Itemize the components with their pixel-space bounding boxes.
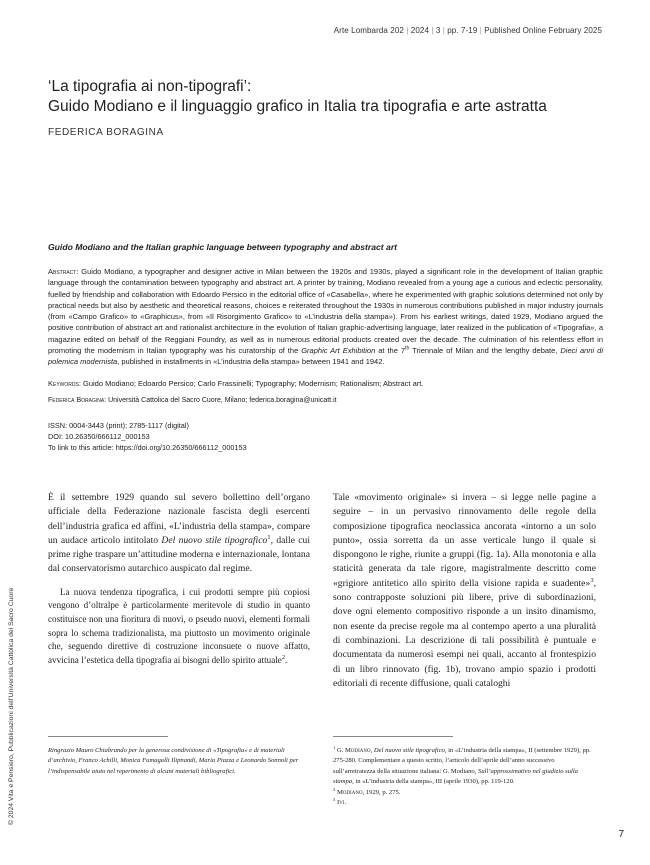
quote-text: La nuova tendenza tipografica, i cui prodotti sempre più copiosi vengono d’oltralpe è particolarmente meritevole di studio in quanto costituisce non una fioritura di nuovi, o pseudo nuovi, elementi formali sopra lo schema tradizionalista, ma piuttosto un movimento originale che, seguendo direttive di costruzione inconsuete o nuove affatto, avvicina l’estetica della tipografia ai bisogni dello spirito attuale — [48, 586, 310, 665]
footnote-divider-left — [48, 736, 168, 737]
footnote-number: 1 — [333, 744, 336, 750]
issn: ISSN: 0004-3443 (print); 2785-1117 (digital) — [48, 421, 189, 430]
footnote-ref: 1 — [267, 533, 271, 541]
body-column-left — [48, 491, 310, 667]
abstract-text: Triennale of Milan and the lengthy debate, — [409, 346, 561, 356]
body-paragraph — [333, 491, 596, 691]
article-link[interactable]: To link to this article: https://doi.org/10.26350/666112_000153 — [48, 443, 247, 452]
page-range: pp. 7-19 — [447, 26, 478, 35]
footnote-number: 2 — [333, 786, 336, 792]
body-text: , sono contrapposte soluzioni più libere, prive di subordinazioni, dove ogni elemento compositivo risponde a un insito dinamismo, non esente da precise regole ma al contempo aperto a una pluralità di combinazioni. La descrizione di tali possibilità è puntuale e documentata da numerosi esempi nei quali, accanto al frontespizio di un libro rinnovato (fig. 1b), trovano ampio spazio i prodotti editoriali di recente diffusione, quali cataloghi — [333, 577, 596, 689]
keywords-label: Keywords: — [48, 379, 81, 388]
abstract-label: Abstract: — [48, 267, 79, 276]
footnote-divider-right — [333, 736, 453, 737]
body-emphasis: Del nuovo stile tipografico — [161, 534, 268, 546]
page-number: 7 — [618, 829, 624, 840]
author-name: FEDERICA BORAGINA — [48, 127, 164, 138]
acknowledgement-note: Ringrazio Mauro Chiabrando per la generosa condivisione di «Tipografia» e di materiali d’archivio, Franco Achilli, Monica Fumagalli Ilipnandi, Maria Piazza e Leonardo Sonnoli per l’indispensabile aiuto nel reperimento di alcuni materiali bibliografici. — [48, 747, 299, 775]
footnote-text: 1929, p. 275. — [364, 788, 401, 796]
title-line-1: ‘La tipografia ai non-tipografi’: — [48, 78, 252, 95]
footnote-number: 3 — [333, 796, 336, 802]
body-text: Tale «movimento originale» si invera – si legge nelle pagine a seguire – in un pervasivo rinnovamento delle regole della composizione tipografica neoclassica ancorata «intorno a un solo punto», ossia sorretta da un asse verticale lungo il quale si dispongono le righe, riunite a gruppi (fig. 1a). Alla monotonia e alla staticità generata da tale rigore, magistralmente descritto come «grigiore antitetico allo spirito della visione rapida e suadente» — [333, 492, 596, 589]
footnote-title: Sull’approssimativo nel giudizio sulla stampa — [333, 767, 578, 786]
issue: 3 — [435, 26, 441, 35]
journal-name: Arte Lombarda 202 — [333, 26, 404, 35]
block-quote — [48, 586, 310, 668]
quote-text: . — [285, 654, 288, 665]
footnote-title: Del nuovo stile tipografico — [373, 747, 445, 754]
footnote-text: Ivi. — [336, 799, 347, 807]
side-copyright: © 2024 Vita e Pensiero, Pubblicazioni dell’Università Cattolica del Sacro Cuore — [8, 587, 15, 825]
year: 2024 — [410, 26, 429, 35]
abstract-emphasis: Dieci anni di polemica modernista — [48, 346, 603, 367]
footnote-2 — [333, 788, 596, 798]
footnote-1 — [333, 746, 596, 788]
title-line-2: Guido Modiano e il linguaggio grafico in Italia tra tipografia e arte astratta — [48, 98, 547, 115]
published-online: Published Online February 2025 — [484, 26, 602, 35]
body-column-right — [333, 491, 596, 691]
affiliation — [48, 397, 603, 404]
abstract-text: , published in installments in «L’industria della stampa» between 1941 and 1942. — [117, 357, 385, 367]
article-title — [48, 77, 608, 117]
affiliation-name: Federica Boragina: — [48, 397, 107, 404]
abstract-text: Guido Modiano, a typographer and designer active in Milan between the 1920s and 1930s, played a significant role in the development of Italian graphic language through the contamination between typography and abstract art. A printer by training, Modiano revealed from a young age a curious and eclectic personality, fuelled by friendship and collaboration with Edoardo Persico in the editorial office of «Casabella», where he experimented with graphic solutions determined not only by practical needs but also by aesthetic and theoretical reasons, choices e reiterated throughout the 1930s in numerous contributions published in major industry journals (from «Campo Grafico» to «Graphicus», from «Il Risorgimento Grafico» to «L’industria della stampa»). From his earliest writings, dated 1929, Modiano argued the positive contribution of abstract art and rationalist architecture in the evolution of Italian graphic-advertising language, later realized in the publication of «Tipografia», a magazine edited on behalf of the Reggiani Foundry, as well as in numerous editorial products created over the decade. The culmination of his relentless effort in promoting the modernism in Italian typography was his curatorship of the — [48, 267, 603, 356]
footnote-text: , in «L’industria della stampa», III (aprile 1930), pp. 119-120. — [352, 778, 515, 786]
footnote-3 — [333, 798, 596, 808]
abstract-text: at the 7 — [375, 346, 406, 356]
affiliation-text: Università Cattolica del Sacro Cuore, Milano; federica.boragina@unicatt.it — [106, 397, 337, 404]
doi: DOI: 10.26350/666112_000153 — [48, 432, 150, 441]
footnotes — [333, 746, 596, 808]
abstract — [48, 266, 603, 368]
footnote-author: Modiano, — [336, 788, 365, 796]
keywords — [48, 379, 603, 388]
article-meta — [48, 420, 247, 453]
abstract-superscript: th — [405, 345, 410, 352]
body-text: , dalle cui prime righe traspare un’attitudine moderna e internazionale, lontana dal conservatorismo autarchico auspicato dal regime. — [48, 534, 311, 575]
body-paragraph — [48, 491, 310, 577]
footnote-text: , in «L’industria della stampa», II (settembre 1929), pp. 275-280. Complementare a questo scritto, l’articolo dell’aprile dell’anno successivo sull’arretratezza della situazione italiana: G. Modiano, — [333, 747, 591, 775]
english-title: Guido Modiano and the Italian graphic language between typography and abstract art — [48, 242, 398, 252]
abstract-emphasis: Graphic Art Exhibition — [301, 346, 376, 356]
footnote-ref: 2 — [281, 653, 286, 661]
body-text: È il settembre 1929 quando sul severo bollettino dell’organo ufficiale della Federazione nazionale fascista degli esercenti dell’industria grafica ed affini, «L’industria della stampa», compare un audace articolo intitolato — [48, 492, 310, 546]
running-header: Arte Lombarda 202 | 2024 | 3 | pp. 7-19 | Published Online February 2025 — [333, 26, 602, 35]
footnote-author: G. Modiano, — [336, 747, 373, 754]
keywords-text: Guido Modiano; Edoardo Persico; Carlo Frassinelli; Typography; Modernism; Rationalism; Abstract art. — [80, 379, 424, 388]
footnote-ref: 3 — [590, 576, 594, 584]
